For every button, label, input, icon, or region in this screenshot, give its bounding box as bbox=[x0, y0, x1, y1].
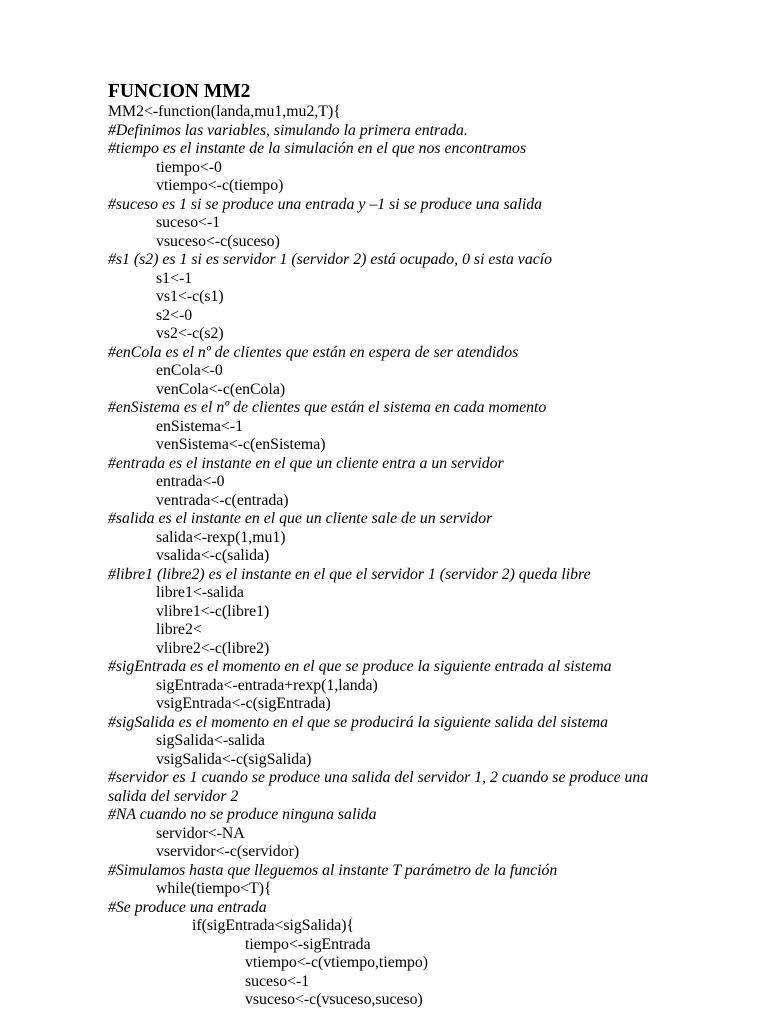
code-comment: #suceso es 1 si se produce una entrada y –1 si se produce una salida bbox=[108, 195, 543, 213]
code-line: vsigSalida<-c(sigSalida) bbox=[156, 750, 312, 768]
code-comment: #salida es el instante en el que un cliente sale de un servidor bbox=[108, 510, 493, 527]
code-line: entrada<-0 bbox=[156, 473, 225, 490]
code-line: tiempo<-0 bbox=[156, 158, 222, 176]
code-comment: #entrada es el instante en el que un cliente entra a un servidor bbox=[108, 454, 504, 472]
code-line: MM2<-function(landa,mu1,mu2,T){ bbox=[108, 103, 341, 120]
code-comment: #tiempo es el instante de la simulación en el que nos encontramos bbox=[108, 140, 527, 157]
code-comment: #sigSalida es el momento en el que se producirá la siguiente salida del sistema bbox=[108, 713, 609, 731]
code-comment: #libre1 (libre2) es el instante en el que el servidor 1 (servidor 2) queda libre bbox=[108, 565, 591, 583]
code-line: venCola<-c(enCola) bbox=[156, 380, 286, 398]
code-line: servidor<-NA bbox=[156, 824, 245, 842]
code-listing bbox=[108, 103, 748, 1010]
code-comment: #enCola es el nº de clientes que están en espera de ser atendidos bbox=[108, 343, 519, 361]
code-comment: salida del servidor 2 bbox=[108, 787, 239, 805]
document-title: FUNCION MM2 bbox=[108, 81, 251, 102]
code-comment: #Definimos las variables, simulando la primera entrada. bbox=[108, 121, 468, 139]
code-line: suceso<-1 bbox=[245, 972, 310, 990]
code-line: vtiempo<-c(vtiempo,tiempo) bbox=[245, 954, 429, 971]
code-line: vsigEntrada<-c(sigEntrada) bbox=[156, 695, 331, 712]
code-line: s2<-0 bbox=[156, 306, 193, 324]
code-line: vtiempo<-c(tiempo) bbox=[156, 177, 284, 194]
code-line: suceso<-1 bbox=[156, 214, 221, 231]
code-line: sigSalida<-salida bbox=[156, 732, 265, 749]
code-line: vlibre2<-c(libre2) bbox=[156, 639, 270, 657]
code-line: enSistema<-1 bbox=[156, 417, 243, 435]
code-line: vsalida<-c(salida) bbox=[156, 547, 270, 564]
code-line: libre2< bbox=[156, 621, 202, 638]
code-line: s1<-1 bbox=[156, 269, 193, 287]
code-line: salida<-rexp(1,mu1) bbox=[156, 528, 286, 546]
code-comment: #servidor es 1 cuando se produce una salida del servidor 1, 2 cuando se produce una bbox=[108, 769, 649, 786]
code-line: libre1<-salida bbox=[156, 584, 244, 601]
code-comment: #enSistema es el nº de clientes que están el sistema en cada momento bbox=[108, 399, 547, 416]
code-comment: #s1 (s2) es 1 si es servidor 1 (servidor 2) está ocupado, 0 si esta vacío bbox=[108, 251, 553, 268]
code-line: vlibre1<-c(libre1) bbox=[156, 602, 270, 620]
code-line: vs2<-c(s2) bbox=[156, 325, 224, 342]
code-comment: #sigEntrada es el momento en el que se produce la siguiente entrada al sistema bbox=[108, 658, 612, 675]
code-comment: #Simulamos hasta que lleguemos al instante T parámetro de la función bbox=[108, 861, 558, 879]
code-line: if(sigEntrada<sigSalida){ bbox=[192, 917, 355, 934]
code-comment: #Se produce una entrada bbox=[108, 898, 267, 916]
code-line: vsuceso<-c(vsuceso,suceso) bbox=[245, 991, 423, 1008]
code-line: enCola<-0 bbox=[156, 362, 223, 379]
code-line: vs1<-c(s1) bbox=[156, 288, 224, 305]
code-comment: #NA cuando no se produce ninguna salida bbox=[108, 806, 377, 823]
code-line: vsuceso<-c(suceso) bbox=[156, 232, 280, 250]
code-line: ventrada<-c(entrada) bbox=[156, 491, 289, 509]
code-line: vservidor<-c(servidor) bbox=[156, 843, 300, 860]
code-line: while(tiempo<T){ bbox=[156, 880, 272, 897]
code-line: sigEntrada<-entrada+rexp(1,landa) bbox=[156, 676, 378, 694]
code-line: tiempo<-sigEntrada bbox=[245, 935, 371, 953]
code-line: venSistema<-c(enSistema) bbox=[156, 436, 326, 453]
